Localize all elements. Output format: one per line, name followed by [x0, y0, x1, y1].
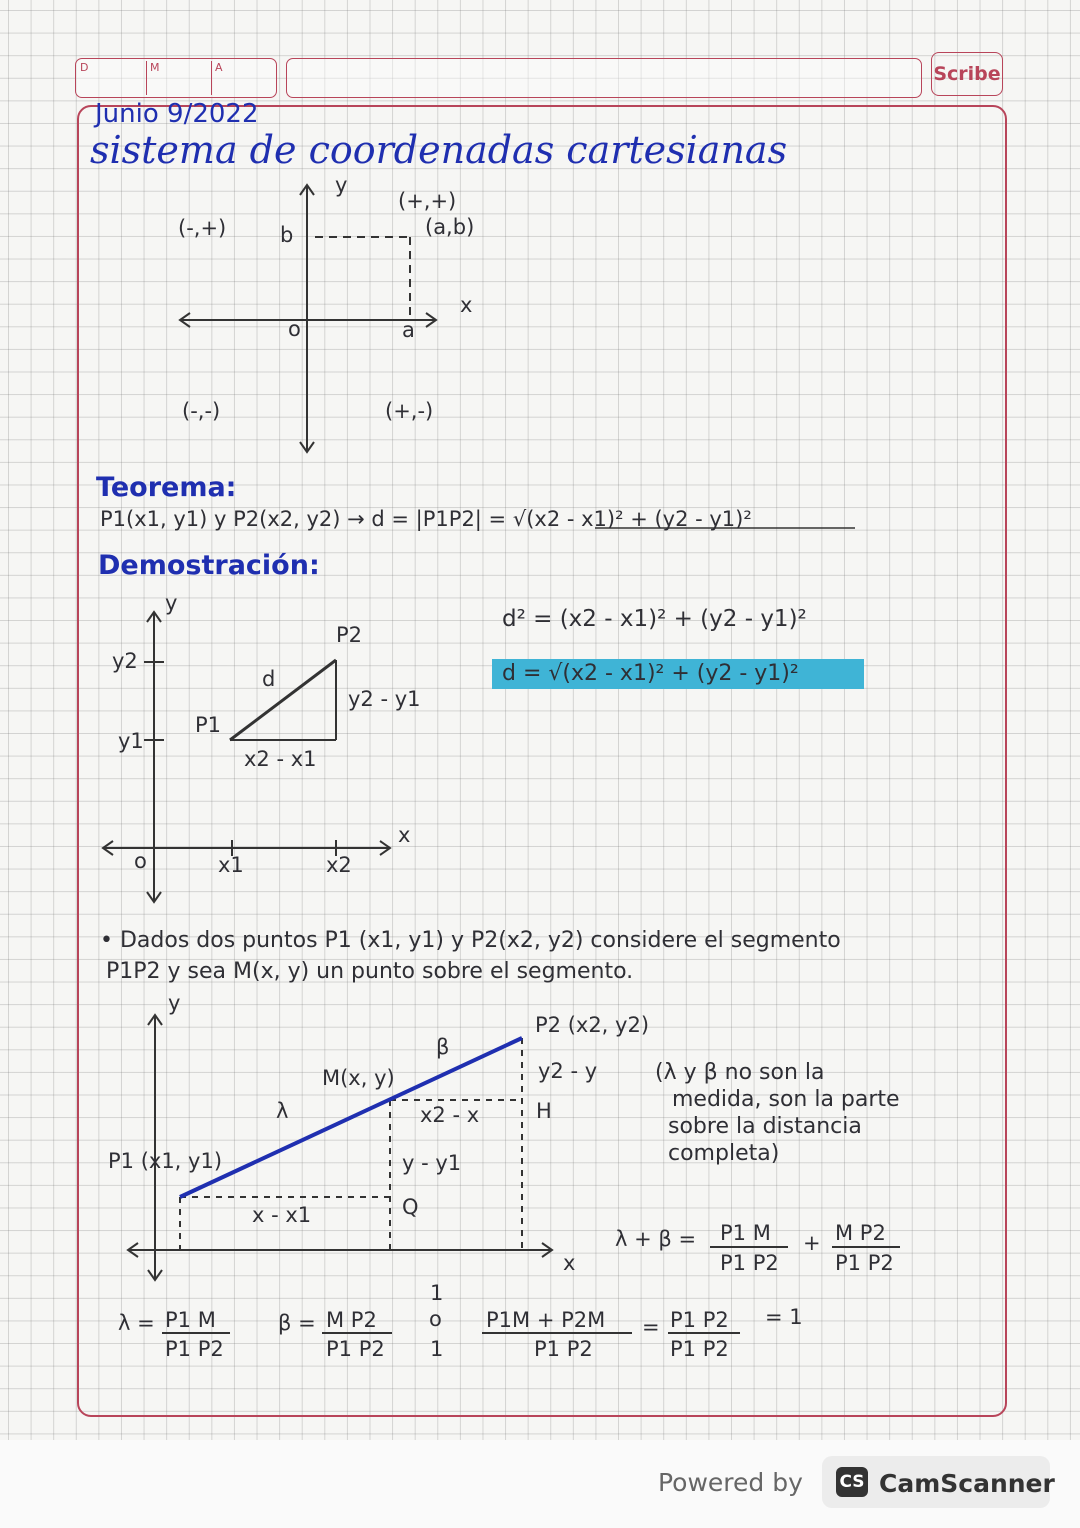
- fraction-num: M P2: [326, 1308, 377, 1332]
- y-axis-label: y: [335, 173, 348, 197]
- plus-sign: +: [803, 1231, 821, 1255]
- quadrant-2-label: (-,+): [178, 216, 227, 240]
- y-y1-label: y - y1: [402, 1151, 462, 1175]
- beta-label: β: [436, 1035, 450, 1059]
- x1-label: x1: [218, 853, 244, 877]
- fraction-den: P1 P2: [720, 1251, 779, 1275]
- p2-label: P2: [336, 623, 363, 647]
- quadrant-4-label: (+,-): [385, 399, 434, 423]
- point-ab-label: (a,b): [425, 215, 475, 239]
- x-axis-label: x: [398, 823, 411, 847]
- fraction-den: P1 P2: [534, 1337, 593, 1361]
- x2-x-label: x2 - x: [420, 1103, 480, 1127]
- q-label: Q: [402, 1195, 419, 1219]
- fraction-num: P1M + P2M: [486, 1308, 606, 1332]
- paragraph-line-1: • Dados dos puntos P1 (x1, y1) y P2(x2, y2) considere el segmento: [100, 928, 841, 953]
- fraction-num: P1 P2: [670, 1308, 729, 1332]
- note-line: sobre la distancia: [668, 1114, 862, 1139]
- b-label: b: [280, 223, 294, 247]
- note-line: (λ y β no son la: [655, 1060, 825, 1085]
- fraction-den: P1 P2: [165, 1337, 224, 1361]
- fraction-num: M P2: [835, 1221, 886, 1245]
- page-title: sistema de coordenadas cartesianas: [90, 128, 788, 172]
- month-label: M: [146, 61, 160, 95]
- paragraph-line-2: P1P2 y sea M(x, y) un punto sobre el segmento.: [106, 959, 634, 984]
- x-axis-label: x: [563, 1251, 576, 1275]
- powered-by-text: Powered by: [658, 1468, 803, 1497]
- p1-label: P1 (x1, y1): [108, 1149, 223, 1173]
- fraction-den: P1 P2: [670, 1337, 729, 1361]
- h-label: H: [536, 1099, 552, 1123]
- result: = 1: [765, 1305, 803, 1329]
- demo-heading: Demostración:: [98, 550, 320, 581]
- quadrant-3-label: (-,-): [182, 399, 221, 423]
- lambda-label: λ: [276, 1099, 289, 1123]
- dy-label: y2 - y1: [348, 687, 421, 711]
- m-label: M(x, y): [322, 1066, 395, 1090]
- note-line: completa): [668, 1141, 780, 1166]
- beta-lhs: β =: [278, 1311, 316, 1335]
- dx-label: x2 - x1: [244, 747, 317, 771]
- fraction-den: P1 P2: [835, 1251, 894, 1275]
- y-axis-label: y: [168, 991, 181, 1015]
- lambda-lhs: λ =: [118, 1311, 155, 1335]
- y1-label: y1: [118, 729, 144, 753]
- x-x1-label: x - x1: [252, 1203, 312, 1227]
- range-top: 1: [430, 1281, 444, 1305]
- fraction-den: P1 P2: [326, 1337, 385, 1361]
- sum-lhs: λ + β =: [615, 1227, 697, 1251]
- camscanner-name: CamScanner: [879, 1469, 1055, 1498]
- theorem-heading: Teorema:: [96, 472, 237, 503]
- quadrant-1-label: (+,+): [398, 189, 457, 213]
- y-axis-label: y: [165, 591, 178, 615]
- p2-label: P2 (x2, y2): [535, 1013, 650, 1037]
- y2-label: y2: [112, 649, 138, 673]
- distance-label: d: [262, 667, 276, 691]
- year-label: A: [211, 61, 223, 95]
- brand-logo: Scribe: [931, 52, 1003, 96]
- equals-sign: =: [642, 1315, 660, 1339]
- x2-label: x2: [326, 853, 352, 877]
- range-mid: o: [429, 1307, 442, 1331]
- camscanner-logo-icon: CS: [836, 1467, 868, 1497]
- x-axis-label: x: [460, 293, 473, 317]
- day-label: D: [80, 61, 89, 74]
- distance-equation: d = √(x2 - x1)² + (y2 - y1)²: [502, 661, 799, 686]
- a-label: a: [402, 318, 415, 342]
- theorem-formula: P1(x1, y1) y P2(x2, y2) → d = |P1P2| = √(x2 - x1)² + (y2 - y1)²: [100, 507, 752, 531]
- fraction-num: P1 M: [165, 1308, 216, 1332]
- note-line: medida, son la parte: [672, 1087, 900, 1112]
- range-bot: 1: [430, 1337, 444, 1361]
- origin-label: o: [134, 849, 147, 873]
- fraction-num: P1 M: [720, 1221, 771, 1245]
- distance-squared-equation: d² = (x2 - x1)² + (y2 - y1)²: [502, 606, 807, 632]
- origin-label: o: [288, 317, 301, 341]
- date: Junio 9/2022: [95, 99, 259, 129]
- p1-label: P1: [195, 713, 222, 737]
- y2-y-label: y2 - y: [538, 1059, 598, 1083]
